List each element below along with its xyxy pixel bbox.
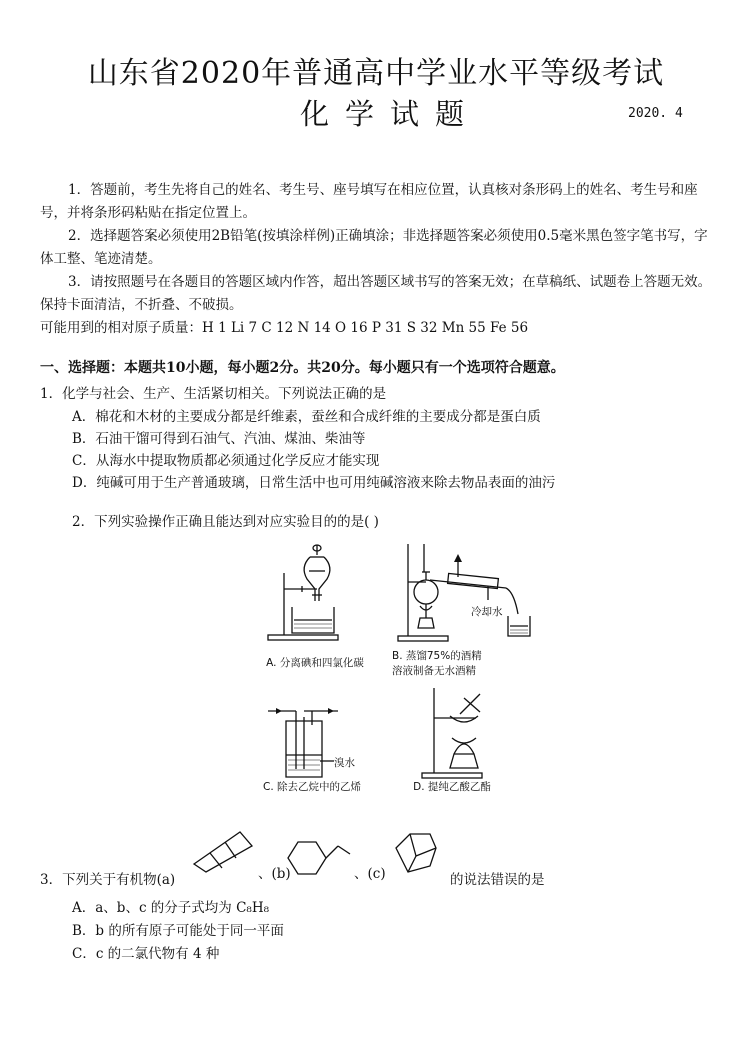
q3-option-a: A．a、b、c 的分子式均为 C₈H₈	[72, 900, 270, 916]
instruction-item: 1．答题前，考生先将自己的姓名、考生号、座号填写在相应位置，认真核对条形码上的姓名、考生号和座号，并将条形码粘贴在指定位置上。	[40, 182, 698, 221]
q1-option-b: B．石油干馏可得到石油气、汽油、煤油、柴油等	[72, 431, 366, 447]
q1-stem: 1．化学与社会、生产、生活紧切相关。下列说法正确的是	[40, 386, 387, 402]
molecule-a-cubane-like	[190, 826, 260, 872]
figure-b-distillation	[396, 544, 536, 644]
figure-d-evaporating-dish	[420, 688, 500, 780]
q2-stem: 2．下列实验操作正确且能达到对应实验目的的是( )	[72, 514, 379, 530]
exam-title: 山东省2020年普通高中学业水平等级考试	[87, 56, 665, 91]
q1-option-d: D．纯碱可用于生产普通玻璃，日常生活中也可用纯碱溶液来除去物品表面的油污	[72, 475, 556, 491]
atomic-masses: 可能用到的相对原子质量：H 1 Li 7 C 12 N 14 O 16 P 31 S 32 Mn 55 Fe 56	[40, 320, 529, 336]
figure-d-caption: D. 提纯乙酸乙酯	[413, 781, 491, 793]
figure-a-separatory-funnel	[262, 545, 362, 645]
q1-option-a: A．棉花和木材的主要成分都是纤维素，蚕丝和合成纤维的主要成分都是蛋白质	[72, 409, 541, 425]
q3-c-tag: 、(c)	[354, 866, 386, 882]
instructions-block	[40, 179, 720, 340]
exam-subtitle: 化学试题	[300, 97, 481, 131]
figure-c-caption: C. 除去乙烷中的乙烯	[262, 781, 361, 793]
q1-option-c: C．从海水中提取物质都必须通过化学反应才能实现	[72, 453, 380, 469]
q3-stem-start: 3．下列关于有机物(a)	[40, 872, 176, 888]
instruction-item: 3．请按照题号在各题目的答题区域内作答，超出答题区域书写的答案无效；在草稿纸、试题卷上答题无效。保持卡面清洁，不折叠、不破损。	[40, 274, 712, 313]
molecule-b-styrene	[284, 836, 354, 882]
instruction-item: 2．选择题答案必须使用2B铅笔(按填涂样例)正确填涂；非选择题答案必须使用0.5毫米黑色签字笔书写，字体工整、笔迹清楚。	[40, 228, 708, 267]
figure-c-label: 溴水	[334, 757, 355, 769]
figure-b-label: 冷却水	[471, 606, 503, 618]
figure-b-caption-line1: B. 蒸馏75%的酒精	[392, 650, 482, 662]
q3-b-tag: 、(b)	[258, 866, 291, 882]
figure-b-caption-line2: 溶液制备无水酒精	[392, 665, 476, 677]
q3-stem-end: 的说法错误的是	[450, 872, 545, 888]
section-heading: 一、选择题：本题共10小题，每小题2分。共20分。每小题只有一个选项符合题意。	[40, 360, 565, 376]
q3-option-b: B．b 的所有原子可能处于同一平面	[72, 923, 284, 939]
q3-option-c: C．c 的二氯代物有 4 种	[72, 946, 220, 962]
exam-date: 2020. 4	[628, 106, 683, 121]
figure-a-caption: A. 分离碘和四氯化碳	[266, 657, 364, 669]
molecule-c-bicyclic	[390, 828, 440, 878]
